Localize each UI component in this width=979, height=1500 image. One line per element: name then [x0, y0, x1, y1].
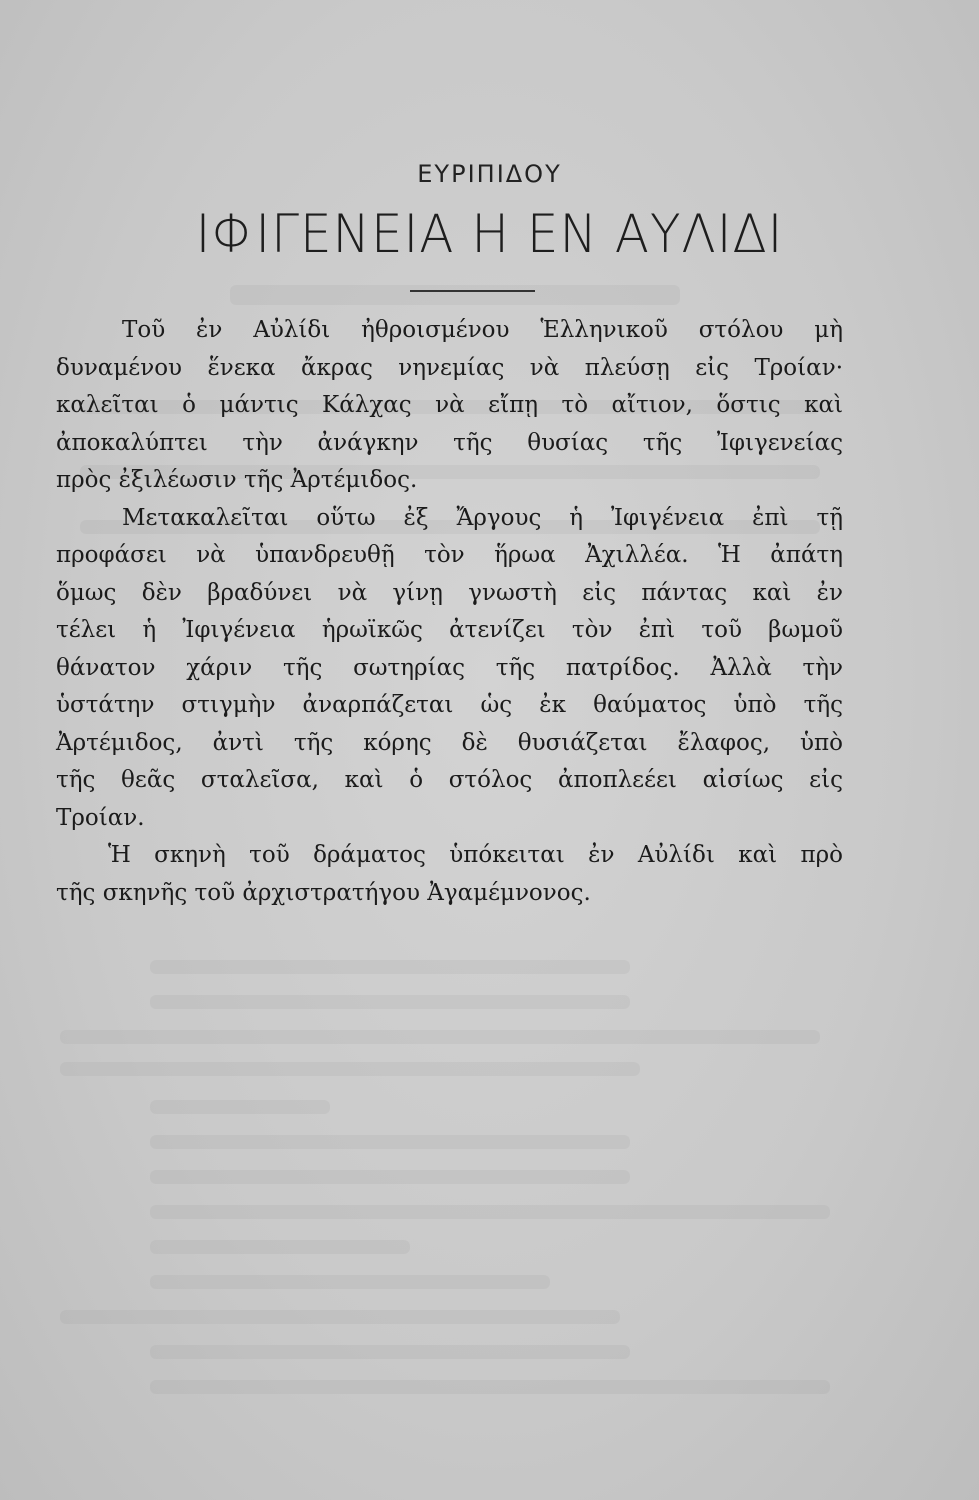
page-title: ΙΦΙΓΕΝΕΙΑ Η ΕΝ ΑΥΛΙΔΙ	[195, 203, 784, 265]
title-rule	[410, 290, 535, 292]
text-line: ὑστάτην στιγμὴν ἀναρπάζεται ὡς ἐκ θαύματος ὑπὸ τῆς	[56, 692, 843, 718]
text-line: πρὸς ἐξιλέωσιν τῆς Ἀρτέμιδος.	[56, 467, 418, 493]
author-heading: ΕΥΡΙΠΙΔΟΥ	[417, 160, 562, 188]
text-line: Μετακαλεῖται οὕτω ἐξ Ἄργους ἡ Ἰφιγένεια ἐπὶ τῇ	[122, 504, 843, 531]
paragraph-1	[56, 312, 843, 500]
text-line: ὅμως δὲν βραδύνει νὰ γίνῃ γνωστὴ εἰς πάντας καὶ ἐν	[56, 579, 843, 606]
paragraph-2	[56, 500, 843, 838]
text-line: Τροίαν.	[56, 804, 145, 831]
text-line: Ἡ σκηνὴ τοῦ δράματος ὑπόκειται ἐν Αὐλίδι καὶ πρὸ	[108, 842, 843, 868]
text-line: θάνατον χάριν τῆς σωτηρίας τῆς πατρίδος. Ἀλλὰ τὴν	[56, 654, 843, 681]
text-line: ἀποκαλύπτει τὴν ἀνάγκην τῆς θυσίας τῆς Ἰφιγενείας	[56, 429, 843, 456]
text-line: δυναμένου ἕνεκα ἄκρας νηνεμίας νὰ πλεύσῃ εἰς Τροίαν·	[56, 354, 843, 381]
text-line: Ἀρτέμιδος, ἀντὶ τῆς κόρης δὲ θυσιάζεται ἔλαφος, ὑπὸ	[56, 729, 843, 756]
text-line: καλεῖται ὁ μάντις Κάλχας νὰ εἴπῃ τὸ αἴτιον, ὅστις καὶ	[56, 392, 843, 418]
paragraph-3	[56, 837, 843, 912]
text-line: τῆς σκηνῆς τοῦ ἀρχιστρατήγου Ἀγαμέμνονος.	[56, 879, 591, 906]
synopsis-text	[56, 312, 843, 912]
text-line: προφάσει νὰ ὑπανδρευθῇ τὸν ἥρωα Ἀχιλλέα. Ἡ ἀπάτη	[56, 542, 843, 568]
text-line: τέλει ἡ Ἰφιγένεια ἡρωϊκῶς ἀτενίζει τὸν ἐπὶ τοῦ βωμοῦ	[56, 617, 843, 643]
text-line: τῆς θεᾶς σταλεῖσα, καὶ ὁ στόλος ἀποπλεέει αἰσίως εἰς	[56, 767, 843, 793]
text-line: Τοῦ ἐν Αὐλίδι ἠθροισμένου Ἑλληνικοῦ στόλου μὴ	[122, 317, 843, 343]
